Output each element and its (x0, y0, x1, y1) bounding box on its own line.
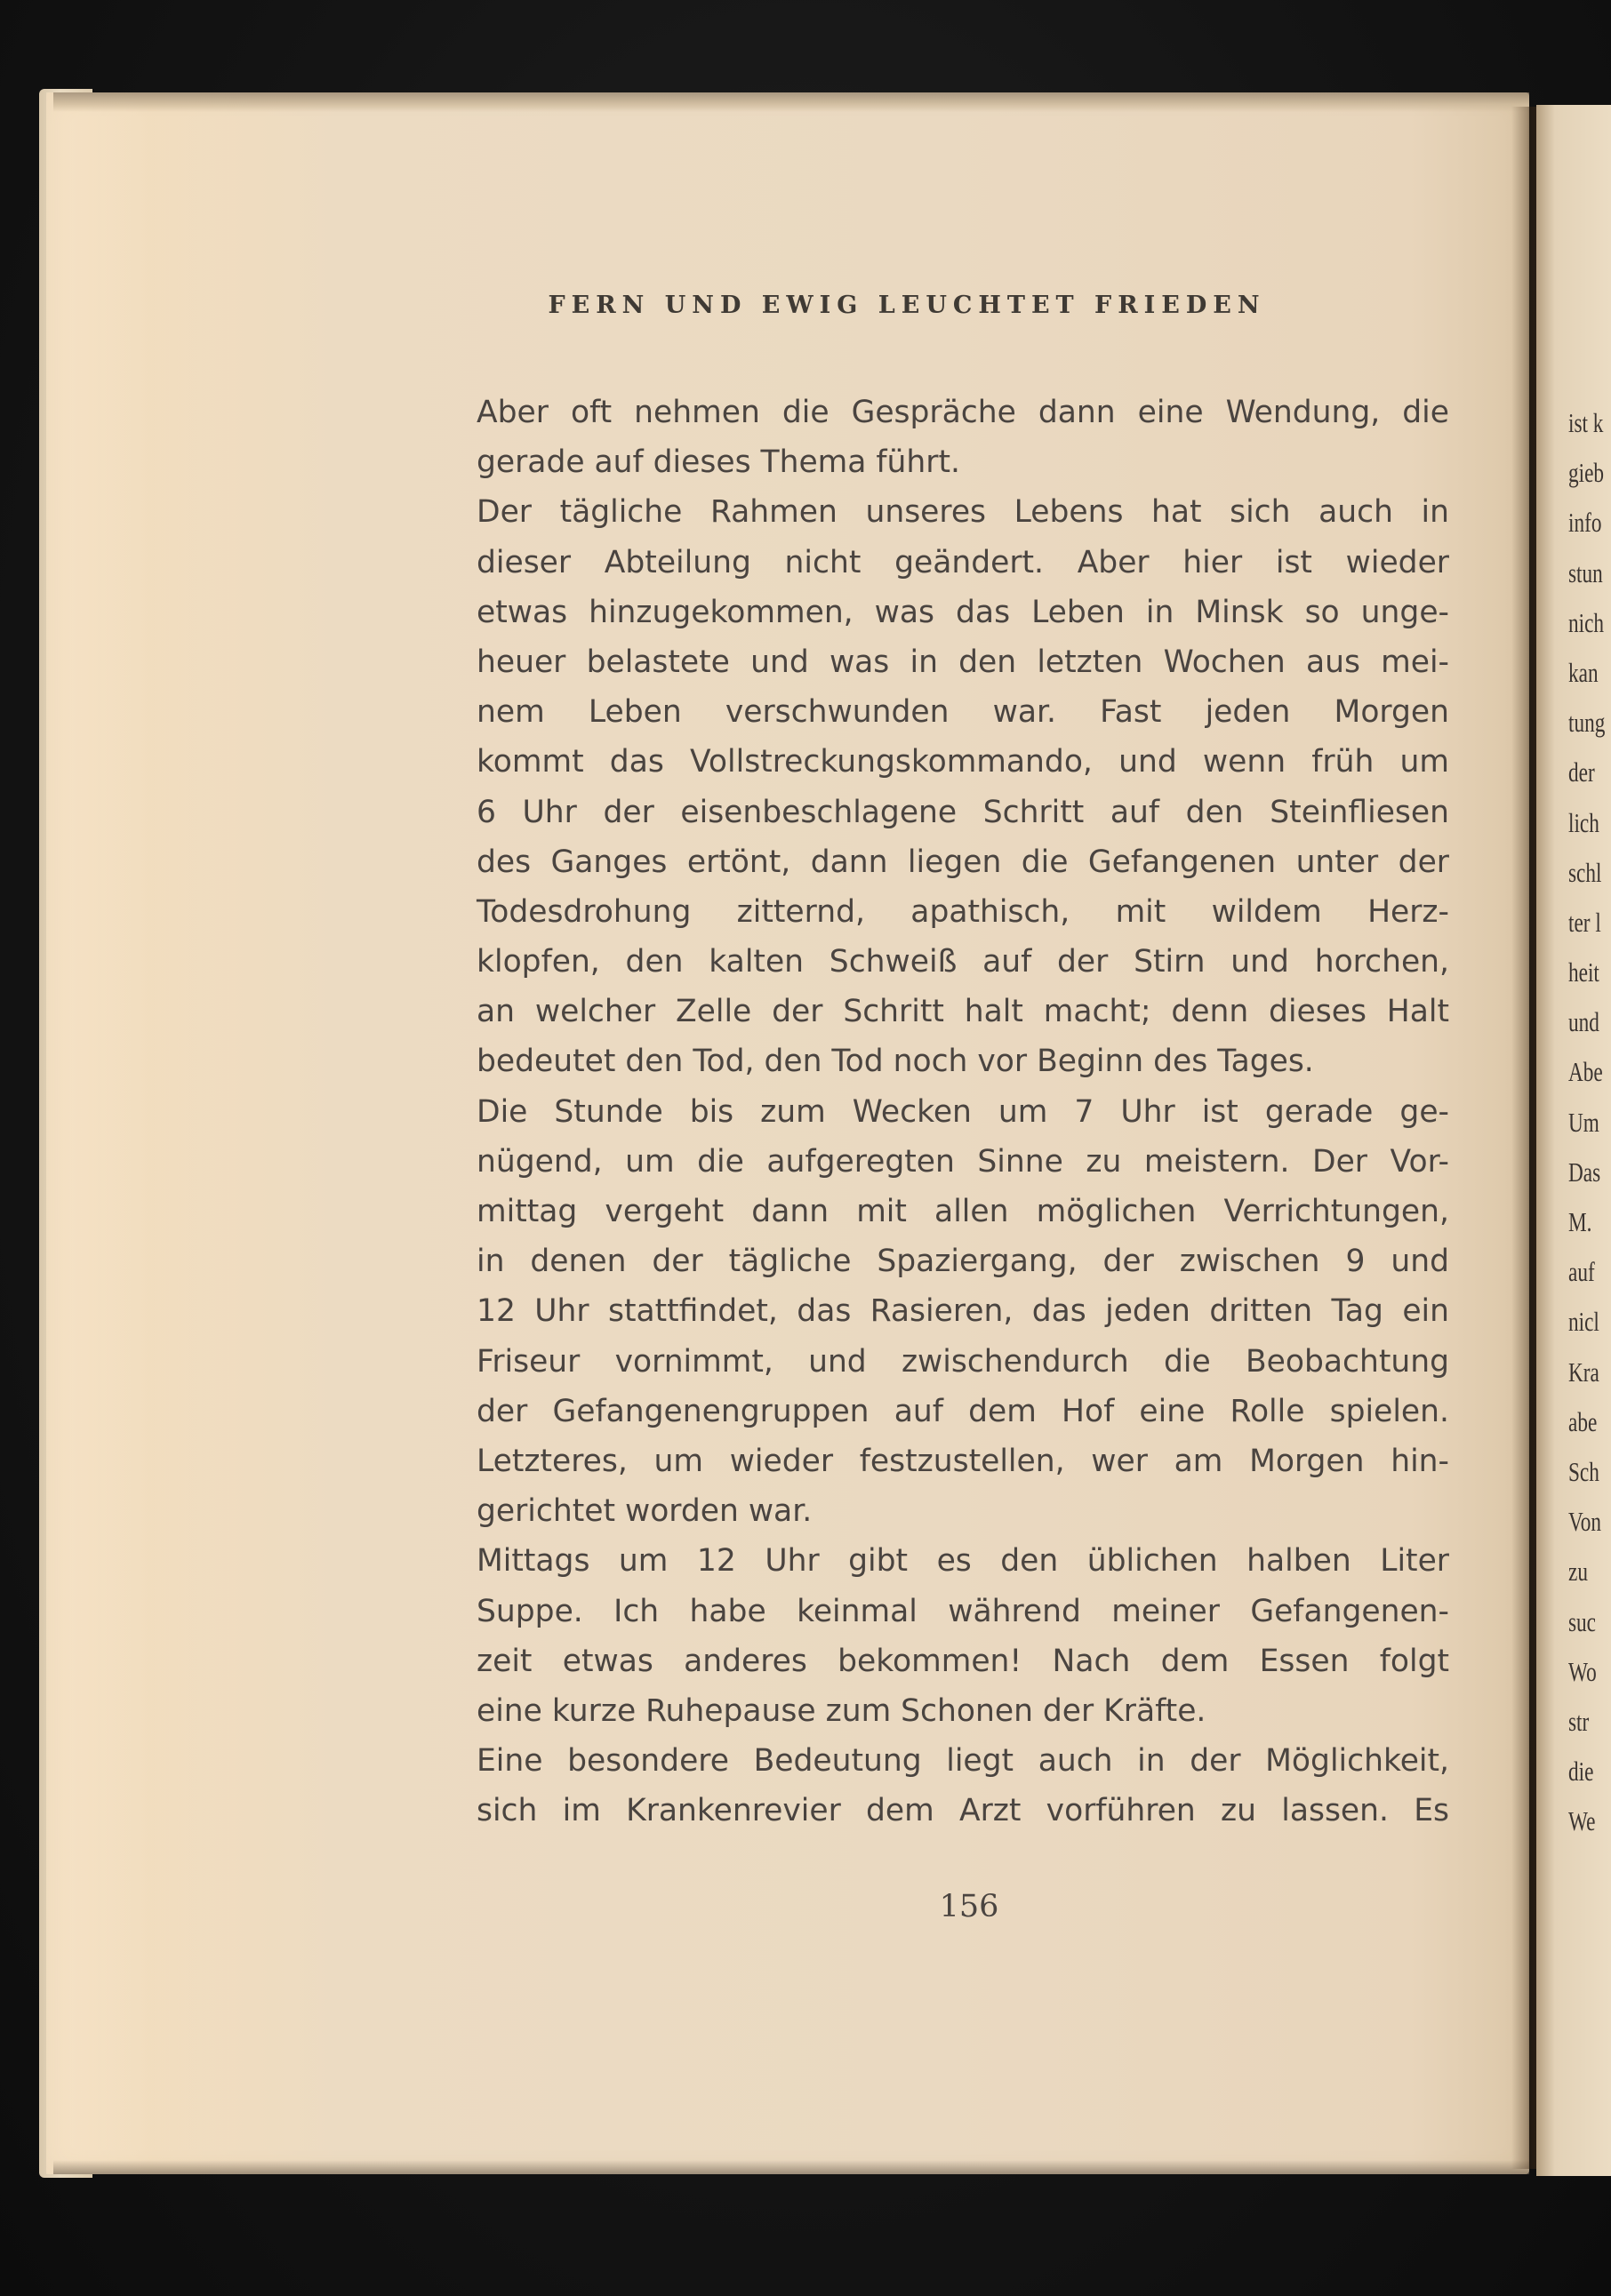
fragment: ist k (1568, 407, 1604, 438)
fragment: und (1568, 1006, 1599, 1038)
text-line: an welcher Zelle der Schritt halt macht; denn dieses Halt (477, 994, 1449, 1030)
text-line: 12 Uhr stattfindet, das Rasieren, das jeden dritten Tag ein (477, 1293, 1449, 1330)
text-line: dieser Abteilung nicht geändert. Aber hier ist wieder (477, 544, 1449, 580)
fragment: str (1568, 1705, 1590, 1737)
page-top-edge (53, 92, 1529, 112)
fragment: die (1568, 1756, 1594, 1788)
text-line: mittag vergeht dann mit allen möglichen Verrichtungen, (477, 1194, 1449, 1229)
text-line: in denen der tägliche Spaziergang, der zwischen 9 und (477, 1244, 1449, 1280)
text-line: eine kurze Ruhepause zum Schonen der Kräfte. (477, 1692, 1206, 1729)
page-bottom-edge (53, 2160, 1529, 2174)
fragment: Um (1568, 1106, 1599, 1138)
fragment: Von (1568, 1506, 1602, 1538)
fragment: schl (1568, 856, 1602, 888)
text-line: Mittags um 12 Uhr gibt es den üblichen halben Liter (477, 1543, 1449, 1580)
text-line: nügend, um die aufgeregten Sinne zu meistern. Der Vor- (477, 1143, 1449, 1180)
text-line: sich im Krankenrevier dem Arzt vorführen zu lassen. Es (477, 1793, 1449, 1829)
fragment: heit (1568, 956, 1599, 988)
text-line: kommt das Vollstreckungskommando, und wenn früh um (477, 744, 1449, 780)
next-page-text-fragments (1568, 398, 1611, 1846)
text-line: zeit etwas anderes bekommen! Nach dem Essen folgt (477, 1643, 1449, 1679)
text-line: gerichtet worden war. (477, 1493, 813, 1530)
fragment: Abe (1568, 1056, 1603, 1088)
text-line: heuer belastete und was in den letzten Wochen aus mei- (477, 644, 1449, 680)
fragment: Kra (1568, 1356, 1599, 1388)
fragment: lich (1568, 806, 1599, 838)
running-header: FERN UND EWIG LEUCHTET FRIEDEN (548, 292, 1266, 319)
fragment: gieb (1568, 457, 1605, 489)
text-line: Suppe. Ich habe keinmal während meiner Gefangenen- (477, 1593, 1449, 1629)
fragment: zu (1568, 1556, 1588, 1588)
body-text (477, 388, 1449, 1836)
fragment: kan (1568, 656, 1599, 688)
fragment: nicl (1568, 1306, 1599, 1338)
text-line: Die Stunde bis zum Wecken um 7 Uhr ist gerade ge- (477, 1093, 1449, 1130)
text-line: gerade auf dieses Thema führt. (477, 444, 960, 481)
text-line: Der tägliche Rahmen unseres Lebens hat sich auch in (477, 494, 1449, 531)
fragment: nich (1568, 606, 1605, 638)
text-line: etwas hinzugekommen, was das Leben in Minsk so unge- (477, 594, 1449, 630)
fragment: info (1568, 507, 1602, 539)
fragment: M. (1568, 1206, 1592, 1237)
fragment: Das (1568, 1156, 1601, 1188)
fragment: Sch (1568, 1455, 1599, 1487)
text-line: des Ganges ertönt, dann liegen die Gefangenen unter der (477, 844, 1449, 880)
text-line: Letzteres, um wieder festzustellen, wer am Morgen hin- (477, 1443, 1449, 1479)
text-line: nem Leben verschwunden war. Fast jeden Morgen (477, 694, 1449, 731)
text-line: Aber oft nehmen die Gespräche dann eine Wendung, die (477, 395, 1449, 430)
fragment: suc (1568, 1605, 1596, 1637)
text-line: Todesdrohung zitternd, apathisch, mit wildem Herz- (477, 893, 1449, 930)
text-line: 6 Uhr der eisenbeschlagene Schritt auf den Steinfliesen (477, 794, 1449, 830)
fragment: abe (1568, 1405, 1598, 1437)
fragment: We (1568, 1805, 1596, 1837)
text-line: Eine besondere Bedeutung liegt auch in der Möglichkeit, (477, 1743, 1449, 1780)
book-gutter (1511, 107, 1538, 2169)
text-line: der Gefangenengruppen auf dem Hof eine Rolle spielen. (477, 1393, 1449, 1429)
text-line: bedeutet den Tod, den Tod noch vor Beginn des Tages. (477, 1044, 1314, 1080)
fragment: der (1568, 756, 1595, 788)
fragment: auf (1568, 1256, 1595, 1288)
fragment: Wo (1568, 1655, 1597, 1687)
text-line: klopfen, den kalten Schweiß auf der Stirn und horchen, (477, 944, 1449, 980)
fragment: ter l (1568, 906, 1601, 938)
fragment: stun (1568, 556, 1603, 588)
text-line: Friseur vornimmt, und zwischendurch die Beobachtung (477, 1343, 1449, 1380)
page-number: 156 (939, 1889, 999, 1924)
fragment: tung (1568, 707, 1606, 739)
